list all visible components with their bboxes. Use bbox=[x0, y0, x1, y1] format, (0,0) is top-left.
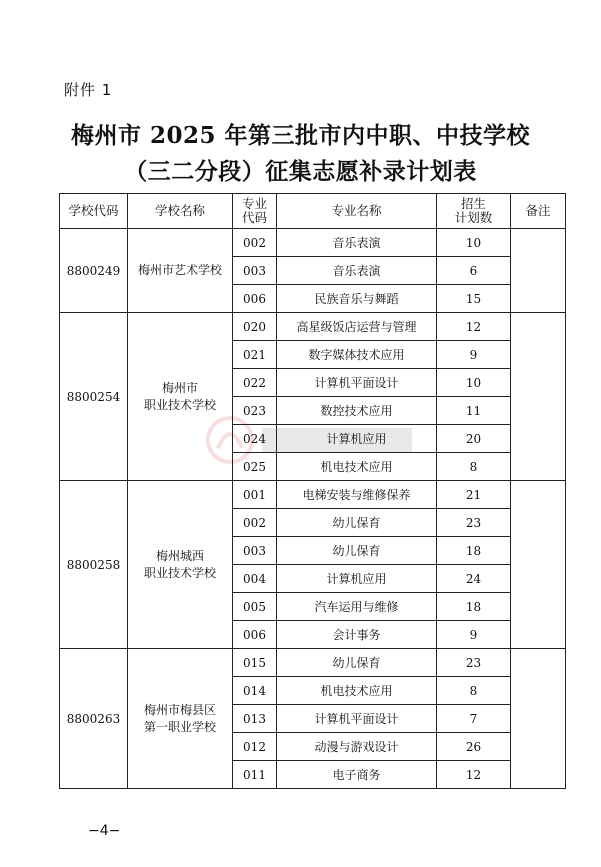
quota-cell: 8 bbox=[437, 677, 511, 705]
major-name-cell: 计算机应用 bbox=[277, 425, 437, 453]
major-name-cell: 数控技术应用 bbox=[277, 397, 437, 425]
school-name-cell bbox=[128, 481, 233, 649]
school-name-cell: 梅州市艺术学校 bbox=[128, 229, 233, 313]
major-code-cell: 013 bbox=[233, 705, 277, 733]
major-code-cell: 020 bbox=[233, 313, 277, 341]
major-name-cell: 电子商务 bbox=[277, 761, 437, 789]
school-code-cell: 8800254 bbox=[60, 313, 128, 481]
header-major-code bbox=[233, 194, 277, 229]
quota-cell: 15 bbox=[437, 285, 511, 313]
major-code-cell: 005 bbox=[233, 593, 277, 621]
major-name-cell: 音乐表演 bbox=[277, 229, 437, 257]
quota-cell: 21 bbox=[437, 481, 511, 509]
quota-cell: 18 bbox=[437, 593, 511, 621]
header-major-code-line2: 代码 bbox=[241, 210, 267, 225]
school-name-line: 梅州城西 bbox=[155, 548, 204, 563]
major-name-cell: 机电技术应用 bbox=[277, 453, 437, 481]
school-code-cell: 8800258 bbox=[60, 481, 128, 649]
quota-cell: 8 bbox=[437, 453, 511, 481]
major-code-cell: 022 bbox=[233, 369, 277, 397]
quota-cell: 7 bbox=[437, 705, 511, 733]
major-name-cell: 幼儿保育 bbox=[277, 649, 437, 677]
major-code-cell: 006 bbox=[233, 285, 277, 313]
quota-cell: 18 bbox=[437, 537, 511, 565]
document-title-line-1: 梅州市 2025 年第三批市内中职、中技学校 bbox=[70, 122, 531, 149]
header-school-name: 学校名称 bbox=[128, 194, 233, 229]
major-name-cell: 音乐表演 bbox=[277, 257, 437, 285]
major-code-cell: 023 bbox=[233, 397, 277, 425]
major-name-cell: 高星级饭店运营与管理 bbox=[277, 313, 437, 341]
major-code-cell: 004 bbox=[233, 565, 277, 593]
quota-cell: 10 bbox=[437, 369, 511, 397]
school-code-cell: 8800263 bbox=[60, 649, 128, 789]
major-name-cell: 动漫与游戏设计 bbox=[277, 733, 437, 761]
major-code-cell: 012 bbox=[233, 733, 277, 761]
major-code-cell: 014 bbox=[233, 677, 277, 705]
major-name-cell: 机电技术应用 bbox=[277, 677, 437, 705]
school-name-line: 梅州市梅县区 bbox=[143, 702, 216, 717]
quota-cell: 9 bbox=[437, 621, 511, 649]
quota-cell: 23 bbox=[437, 509, 511, 537]
school-code-cell: 8800249 bbox=[60, 229, 128, 313]
header-major-name: 专业名称 bbox=[277, 194, 437, 229]
quota-cell: 6 bbox=[437, 257, 511, 285]
major-name-cell: 会计事务 bbox=[277, 621, 437, 649]
document-title-line-2: （三二分段）征集志愿补录计划表 bbox=[124, 158, 477, 185]
remark-cell bbox=[511, 649, 566, 789]
table-row bbox=[60, 481, 566, 509]
enrollment-plan-table bbox=[59, 193, 566, 789]
header-remark: 备注 bbox=[511, 194, 566, 229]
remark-cell bbox=[511, 313, 566, 481]
table-row bbox=[60, 649, 566, 677]
quota-cell: 26 bbox=[437, 733, 511, 761]
major-code-cell: 006 bbox=[233, 621, 277, 649]
quota-cell: 20 bbox=[437, 425, 511, 453]
school-name-line: 第一职业学校 bbox=[143, 719, 216, 734]
school-name-cell bbox=[128, 649, 233, 789]
quota-cell: 10 bbox=[437, 229, 511, 257]
quota-cell: 23 bbox=[437, 649, 511, 677]
attachment-label: 附件 1 bbox=[64, 81, 113, 99]
major-code-cell: 011 bbox=[233, 761, 277, 789]
major-name-cell: 汽车运用与维修 bbox=[277, 593, 437, 621]
major-code-cell: 003 bbox=[233, 537, 277, 565]
major-name-cell: 民族音乐与舞蹈 bbox=[277, 285, 437, 313]
major-code-cell: 015 bbox=[233, 649, 277, 677]
remark-cell bbox=[511, 229, 566, 313]
table-header-row bbox=[60, 194, 566, 229]
major-name-cell: 数字媒体技术应用 bbox=[277, 341, 437, 369]
quota-cell: 11 bbox=[437, 397, 511, 425]
header-quota-line1: 招生 bbox=[460, 196, 486, 211]
major-code-cell: 003 bbox=[233, 257, 277, 285]
major-code-cell: 002 bbox=[233, 509, 277, 537]
major-code-cell: 021 bbox=[233, 341, 277, 369]
major-name-cell: 幼儿保育 bbox=[277, 509, 437, 537]
major-name-cell: 电梯安装与维修保养 bbox=[277, 481, 437, 509]
header-major-code-line1: 专业 bbox=[241, 196, 267, 211]
school-name-line: 梅州市 bbox=[161, 380, 198, 395]
major-code-cell: 001 bbox=[233, 481, 277, 509]
quota-cell: 12 bbox=[437, 313, 511, 341]
school-name-line: 职业技术学校 bbox=[143, 565, 216, 580]
major-name-cell: 计算机平面设计 bbox=[277, 705, 437, 733]
major-code-cell: 025 bbox=[233, 453, 277, 481]
quota-cell: 24 bbox=[437, 565, 511, 593]
remark-cell bbox=[511, 481, 566, 649]
major-code-cell: 002 bbox=[233, 229, 277, 257]
major-name-cell: 计算机应用 bbox=[277, 565, 437, 593]
header-quota bbox=[437, 194, 511, 229]
major-name-cell: 计算机平面设计 bbox=[277, 369, 437, 397]
quota-cell: 9 bbox=[437, 341, 511, 369]
table-row bbox=[60, 229, 566, 257]
table-row bbox=[60, 313, 566, 341]
major-name-cell: 幼儿保育 bbox=[277, 537, 437, 565]
major-code-cell: 024 bbox=[233, 425, 277, 453]
quota-cell: 12 bbox=[437, 761, 511, 789]
school-name-cell bbox=[128, 313, 233, 481]
header-quota-line2: 计划数 bbox=[454, 210, 493, 225]
school-name-line: 职业技术学校 bbox=[143, 397, 216, 412]
page-number: −4− bbox=[88, 823, 121, 839]
header-school-code: 学校代码 bbox=[60, 194, 128, 229]
